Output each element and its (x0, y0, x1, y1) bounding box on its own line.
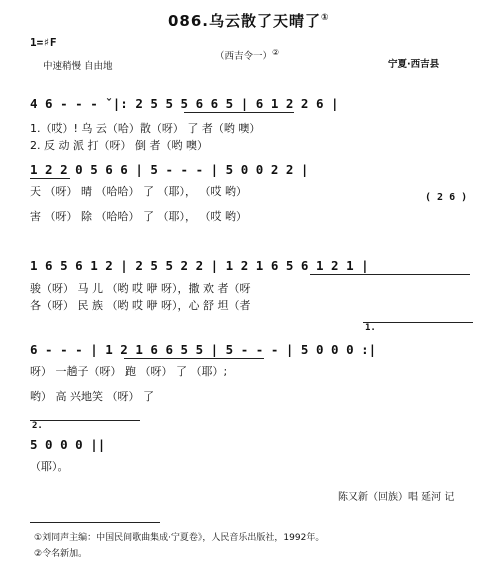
song-title (168, 10, 330, 31)
performer-credit: 陈又新（回族）唱 延河 记 (338, 492, 455, 503)
staff-2-lyric-2: 害 （呀） 除 （哈哈） 了 （耶）， （哎 哟） (30, 210, 247, 223)
staff-5-notes: 5 0 0 0 || (30, 437, 106, 452)
title-footnote-marker: ① (321, 13, 330, 23)
staff-4-lyric-1: 呀） 一趟子（呀） 跑 （呀） 了 （耶）; (30, 365, 228, 378)
inner-chord: ( 2 6 ) (425, 192, 468, 203)
footnote-divider (30, 522, 160, 523)
key-signature: 1=♯F (30, 36, 57, 49)
subtitle-text: （西吉令一） (215, 51, 273, 63)
staff-2-beam (30, 178, 70, 179)
staff-4-notes: 6 - - - | 1 2 1 6 6 5 5 | 5 - - - | 5 0 0 0 :| (30, 342, 377, 357)
staff-3-lyric-1: 骏（呀） 马 儿 （哟 哎 咿 呀），撒 欢 者（呀 (30, 282, 251, 295)
ending-2-label: 2. (32, 421, 43, 431)
footnote-1: ①刘同声主编：中国民间歌曲集成·宁夏卷》，人民音乐出版社，1992年。 (34, 533, 325, 543)
song-title-text: 086.乌云散了天晴了 (168, 12, 322, 30)
region-label: 宁夏·西吉县 (388, 59, 440, 70)
staff-1-lyric-2: 2. 反 动 派 打（呀） 倒 者（哟 噢） (30, 139, 208, 152)
staff-2-notes: 1 2 2 0 5 6 6 | 5 - - - | 5 0 0 2 2 | (30, 162, 309, 177)
staff-1-notes: 4 6 - - - ˇ|: 2 5 5 5 6 6 5 | 6 1 2 2 6 | (30, 96, 339, 111)
subtitle-footnote-marker: ② (272, 48, 280, 57)
ending-2-bracket (30, 420, 140, 421)
staff-3-beam (310, 274, 470, 275)
staff-4-beam (124, 358, 264, 359)
ending-1-label: 1. (365, 323, 376, 333)
staff-3-notes: 1 6 5 6 1 2 | 2 5 5 2 2 | 1 2 1 6 5 6 1 2 1 | (30, 258, 369, 273)
staff-1-lyric-1: 1.（哎）! 乌 云（哈）散（呀） 了 者（哟 噢） (30, 122, 261, 135)
staff-3-lyric-2: 各（呀） 民 族 （哟 哎 咿 呀），心 舒 坦（者 (30, 299, 251, 312)
staff-2-lyric-1: 天 （呀） 晴 （哈哈） 了 （耶）， （哎 哟） (30, 185, 247, 198)
song-subtitle (215, 48, 279, 62)
staff-1-beam (184, 112, 294, 113)
staff-5-lyric-1: （耶）。 (30, 460, 69, 473)
tempo-marking: 中速稍慢 自由地 (43, 61, 113, 72)
footnote-2: ②令名新加。 (34, 549, 88, 559)
ending-1-bracket (363, 322, 473, 323)
staff-4-lyric-2: 哟） 高 兴地笑 （呀） 了 (30, 390, 154, 403)
